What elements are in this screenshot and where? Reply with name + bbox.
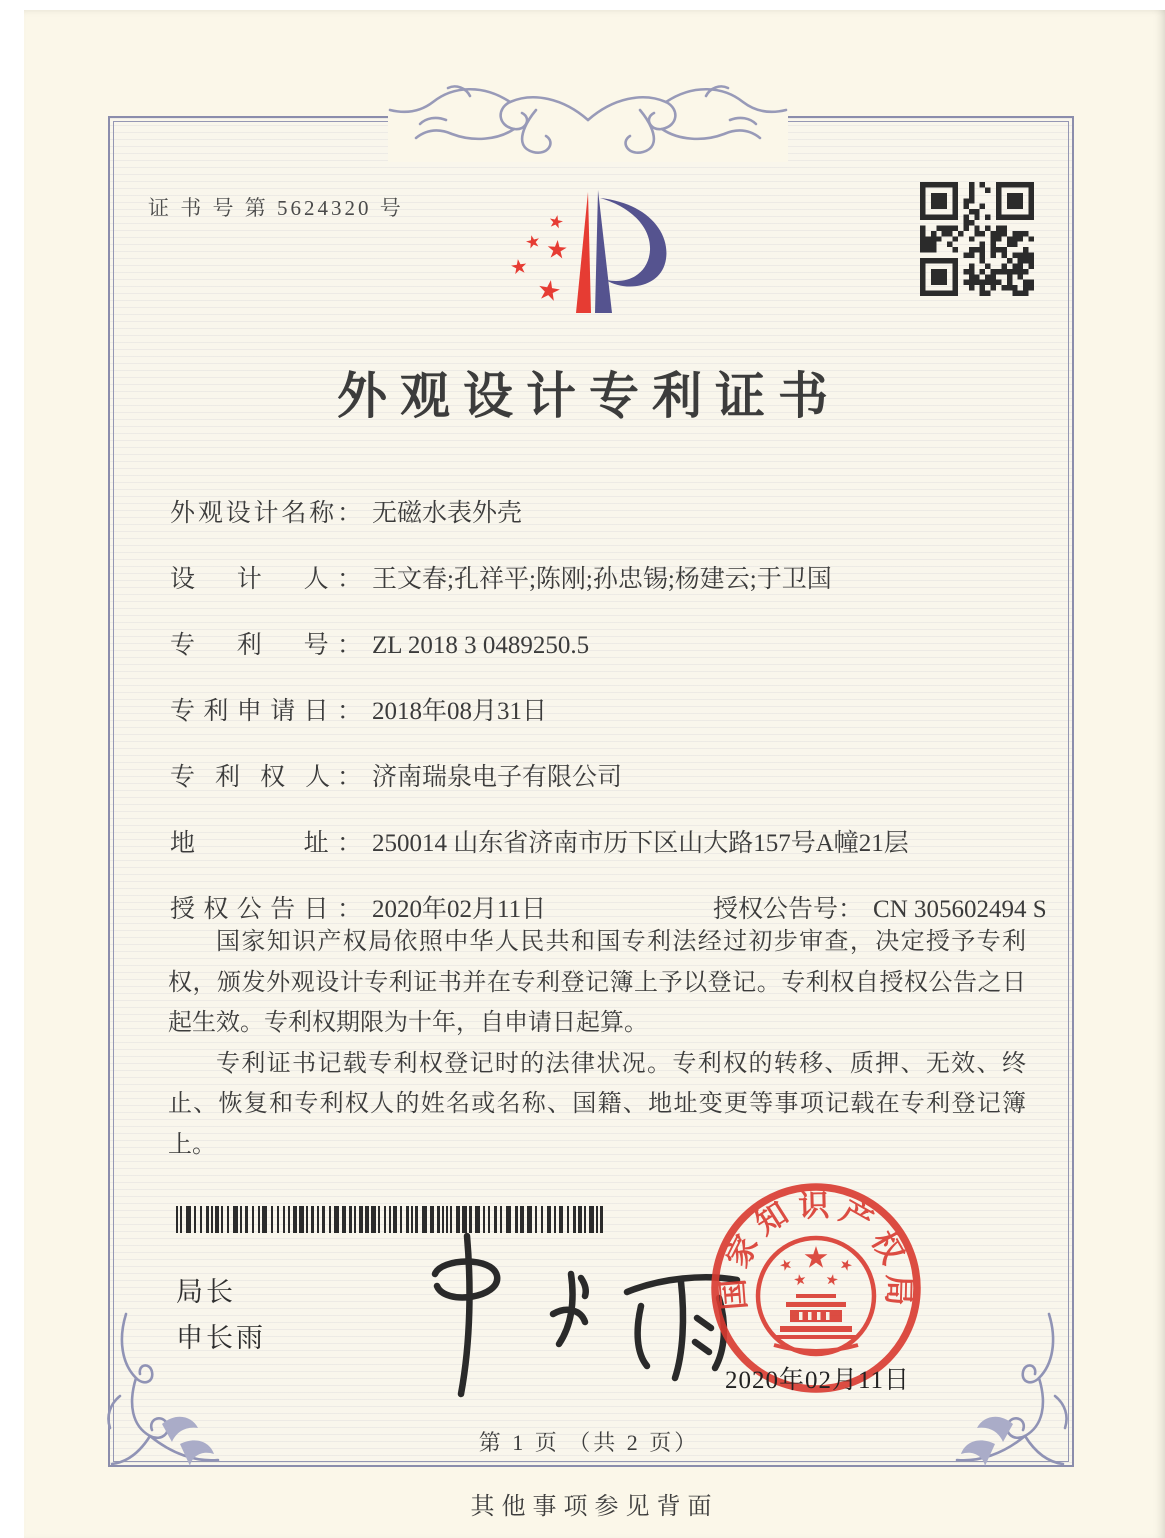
signer-title: 局长 <box>176 1277 236 1307</box>
field-label: 地 址： <box>170 830 362 857</box>
seal-ring-text: 国家知识产权局 <box>715 1187 917 1312</box>
field-value: 济南瑞泉电子有限公司 <box>372 764 623 791</box>
field-designer <box>170 559 832 595</box>
field-patent-number <box>170 625 589 661</box>
certificate-title: 外观设计专利证书 <box>337 368 841 424</box>
signer-name: 申长雨 <box>176 1323 266 1353</box>
cnipa-logo-icon <box>477 170 697 330</box>
field-value: ZL 2018 3 0489250.5 <box>372 632 590 659</box>
qr-code <box>920 182 1034 296</box>
paragraph-grant-statement: 国家知识产权局依照中华人民共和国专利法经过初步审查，决定授予专利权，颁发外观设计专利证书并在专利登记簿上予以登记。专利权自授权公告之日起生效。专利权期限为十年，自申请日起算。 <box>168 929 1026 1036</box>
legal-paragraphs <box>168 922 1026 1165</box>
field-label: 外观设计名称： <box>170 500 362 527</box>
field-value: 250014 山东省济南市历下区山大路157号A幢21层 <box>372 830 909 857</box>
field-label: 授权公告号： <box>713 896 864 923</box>
field-label: 专利申请日： <box>170 698 362 725</box>
field-label: 设 计 人： <box>170 566 362 593</box>
field-design-name <box>170 493 522 529</box>
field-label: 授权公告日： <box>170 896 362 923</box>
national-emblem-icon <box>758 1238 874 1354</box>
page-number: 第 1 页 （共 2 页） <box>478 1430 700 1455</box>
paragraph-register-statement: 专利证书记载专利权登记时的法律状况。专利权的转移、质押、无效、终止、恢复和专利权人的姓名或名称、国籍、地址变更等事项记载在专利登记簿上。 <box>168 1050 1026 1158</box>
field-address <box>170 823 909 859</box>
back-side-note: 其他事项参见背面 <box>470 1494 719 1520</box>
field-label: 专 利 号： <box>170 632 362 659</box>
certificate-number: 证 书 号 第 5624320 号 <box>148 196 404 220</box>
field-value: 王文春;孔祥平;陈刚;孙忠锡;杨建云;于卫国 <box>372 566 832 593</box>
field-patentee <box>170 757 622 793</box>
field-value: 2018年08月31日 <box>372 698 548 725</box>
field-filing-date <box>170 691 547 727</box>
field-grant-number <box>713 889 1047 925</box>
field-value: CN 305602494 S <box>873 896 1047 923</box>
seal-date: 2020年02月11日 <box>724 1367 911 1394</box>
field-label: 专 利 权 人： <box>170 764 362 791</box>
field-value: 2020年02月11日 <box>372 896 547 923</box>
top-border-ornament-icon <box>388 58 788 162</box>
field-grant-date <box>170 889 546 925</box>
field-value: 无磁水表外壳 <box>372 500 523 527</box>
